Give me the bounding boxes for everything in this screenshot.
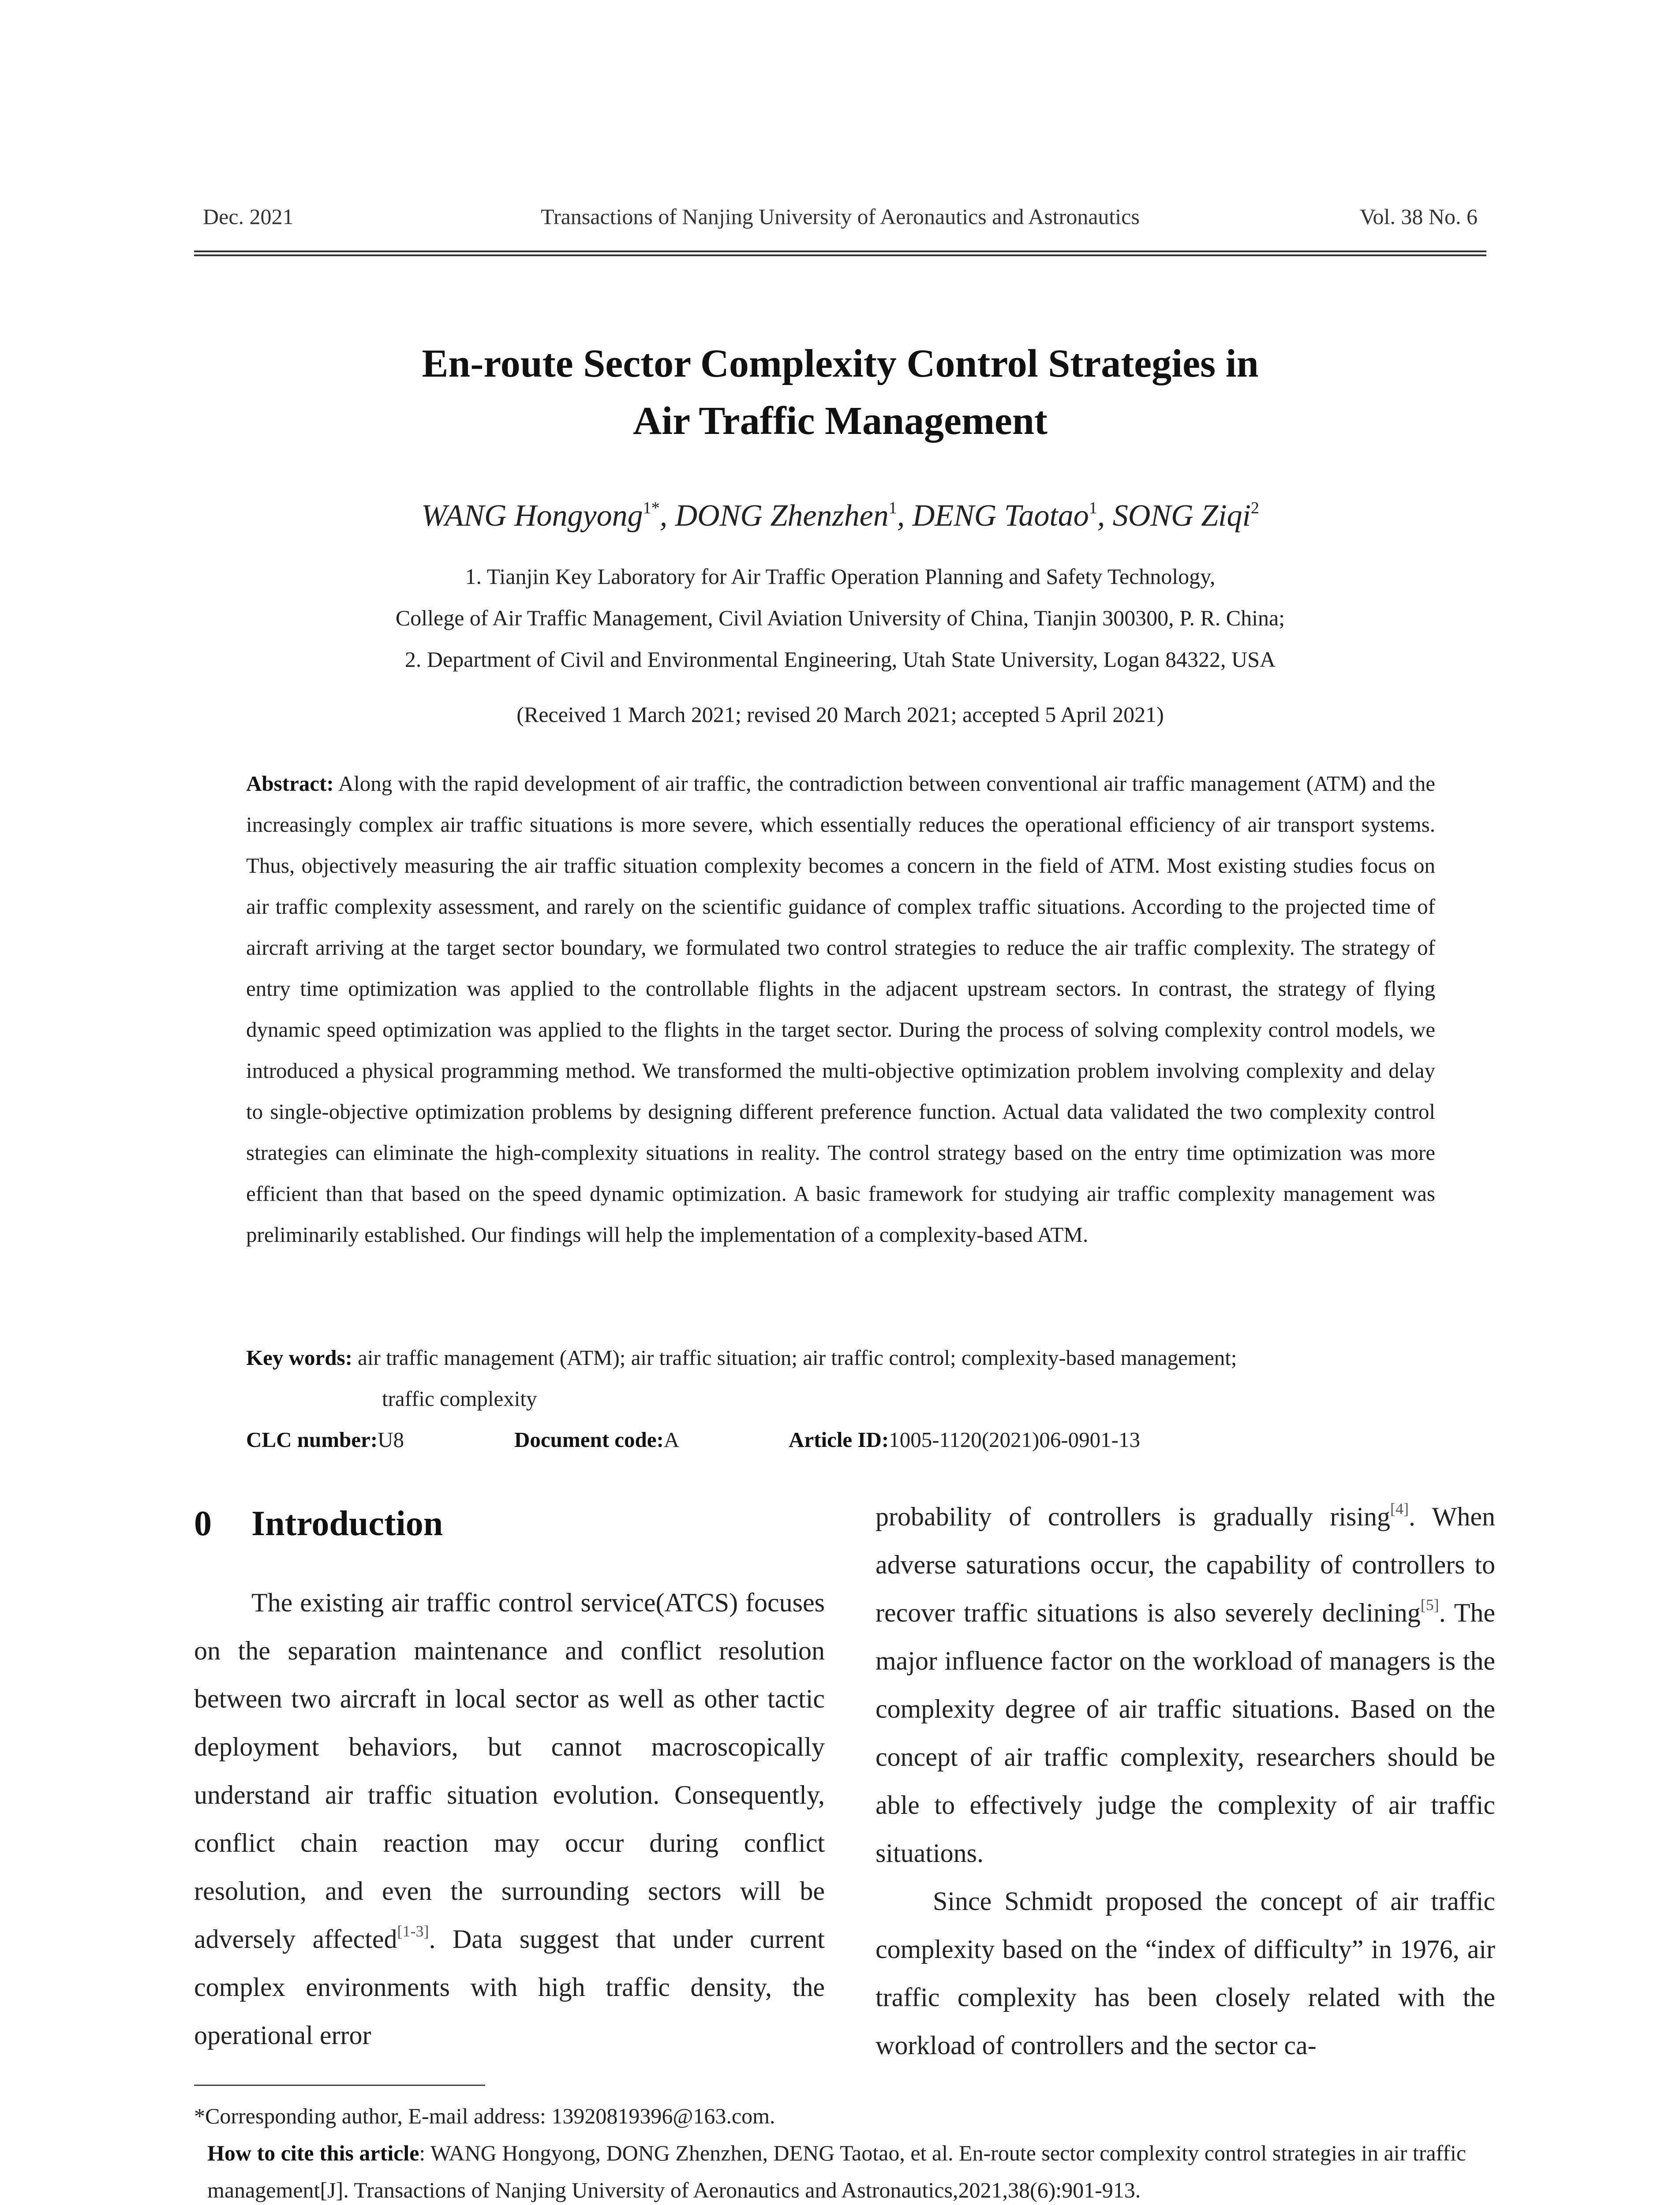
keywords-text-continued: traffic complexity — [382, 1387, 537, 1411]
author-list: WANG Hongyong$^{1*}$, DONG Zhenzhen$^1$, DENG Taotao$^1$, SONG Ziqi$^2$ — [421, 499, 1259, 533]
abstract-text: Along with the rapid development of air traffic, the contradiction between conventional air traffic management (ATM) and the increasingly complex air traffic situations is more severe, which essentially reduces the operational efficiency of air transport systems. Thus, objectively measuring the air traffic situation complexity becomes a concern in the field of ATM. Most existing studies focus on air traffic complexity assessment, and rarely on the scientific guidance of complex traffic situations. According to the projected time of aircraft arriving at the target sector boundary, we formulated two control strategies to reduce the air traffic complexity. The strategy of entry time optimization was applied to the controllable flights in the adjacent upstream sectors. In contrast, the strategy of flying dynamic speed optimization was applied to the flights in the target sector. During the process of solving complexity control models, we introduced a physical programming method. We transformed the multi-objective optimization problem involving complexity and delay to single-objective optimization problems by designing different preference function. Actual data validated the two complexity control strategies can eliminate the high-complexity situations in reality. The control strategy based on the entry time optimization was more efficient than that based on the speed dynamic optimization. A basic framework for studying air traffic complexity management was preliminarily established. Our findings will help the implementation of a complexity-based ATM. — [246, 771, 1435, 1247]
running-header — [194, 204, 1486, 239]
body-paragraph: Since Schmidt proposed the concept of air traffic complexity based on the “index of difficulty” in 1976, air traffic complexity has been closely related with the workload of controllers and the sector ca- — [876, 1887, 1495, 2060]
author-affiliation-mark: 1* — [643, 499, 660, 517]
title-line-1: En-route Sector Complexity Control Strategies in — [422, 342, 1259, 385]
body-text: . The major influence factor on the workload of managers is the complexity degree of air traffic situations. Based on the concept of air traffic complexity, researchers should be able to effectively judge the complexity of air traffic situations. — [876, 1598, 1495, 1868]
author-affiliation-mark: 1 — [888, 499, 897, 517]
citation-reference: [4] — [1390, 1500, 1409, 1517]
document-code — [514, 1419, 679, 1460]
issue-date: Dec. 2021 — [203, 204, 294, 229]
citation-note-text: : WANG Hongyong, DONG Zhenzhen, DENG Taotao, et al. En-route sector complexity control strategies in air traffic management[J]. Transactions of Nanjing University of Aeronautics and Astronautics,2021,38(6):901-913. — [207, 2141, 1467, 2202]
header-double-rule — [194, 250, 1486, 256]
body-text: . When adverse saturations occur, the capability of controllers to recover traffic situations is also severely declining — [876, 1502, 1495, 1627]
citation-note-label: How to cite this article — [207, 2141, 419, 2165]
abstract — [246, 763, 1435, 1255]
journal-name: Transactions of Nanjing University of Aeronautics and Astronautics — [541, 204, 1140, 229]
affiliations — [194, 556, 1486, 680]
volume-number: Vol. 38 No. 6 — [1359, 204, 1478, 229]
clc-value: U8 — [378, 1428, 404, 1452]
author-name: DONG Zhenzhen — [675, 499, 889, 533]
section-heading — [194, 1499, 443, 1548]
citation-reference: [5] — [1420, 1596, 1439, 1614]
body-column-right — [876, 1493, 1495, 2070]
article-id-label: Article ID: — [789, 1428, 889, 1452]
abstract-label: Abstract: — [246, 771, 334, 796]
body-text: . Data suggest that under current complex environments with high traffic density, the operational error — [194, 1925, 825, 2050]
clc-number — [246, 1419, 404, 1460]
paper-title — [194, 335, 1486, 450]
affiliation-line: 2. Department of Civil and Environmental Engineering, Utah State University, Logan 84322, USA — [404, 647, 1276, 672]
body-text: probability of controllers is gradually rising — [876, 1502, 1391, 1531]
corresponding-author-note: *Corresponding author, E-mail address: 13920819396@163.com. — [194, 2104, 775, 2128]
affiliation-line: College of Air Traffic Management, Civil Aviation University of China, Tianjin 300300, P. R. China; — [395, 605, 1285, 630]
body-text: The existing air traffic control service(ATCS) focuses on the separation maintenance and conflict resolution between two aircraft in local sector as well as other tactic deployment behaviors, but cannot macroscopically understand air traffic situation evolution. Consequently, conflict chain reaction may occur during conflict resolution, and even the surrounding sectors will be adversely affected — [194, 1588, 825, 1954]
footnote-rule — [194, 2085, 485, 2086]
clc-label: CLC number: — [246, 1428, 378, 1452]
title-line-2: Air Traffic Management — [633, 399, 1048, 443]
received-dates: (Received 1 March 2021; revised 20 March 2021; accepted 5 April 2021) — [516, 702, 1164, 727]
citation-note — [194, 2134, 1495, 2205]
author-name: WANG Hongyong — [421, 499, 643, 533]
body-column-left — [194, 1579, 825, 2059]
body-paragraph — [876, 1493, 1495, 1877]
citation-reference: [1-3] — [397, 1922, 429, 1940]
section-number: 0 — [194, 1504, 212, 1543]
author-name: DENG Taotao — [912, 499, 1089, 533]
author-affiliation-mark: 1 — [1089, 499, 1097, 517]
keywords-text: air traffic management (ATM); air traffic situation; air traffic control; complexity-based management; — [358, 1345, 1237, 1370]
keywords-label: Key words: — [246, 1345, 352, 1370]
article-id-value: 1005-1120(2021)06-0901-13 — [889, 1428, 1140, 1452]
document-code-value: A — [663, 1428, 680, 1452]
document-code-label: Document code: — [514, 1428, 664, 1452]
footnotes — [194, 2097, 1495, 2205]
author-affiliation-mark: 2 — [1250, 499, 1259, 517]
section-title: Introduction — [251, 1504, 443, 1543]
body-paragraph — [194, 1579, 825, 2059]
affiliation-line: 1. Tianjin Key Laboratory for Air Traffic Operation Planning and Safety Technology, — [465, 564, 1216, 589]
keywords — [246, 1337, 1435, 1419]
author-name: SONG Ziqi — [1112, 499, 1251, 533]
article-id — [789, 1419, 1140, 1460]
